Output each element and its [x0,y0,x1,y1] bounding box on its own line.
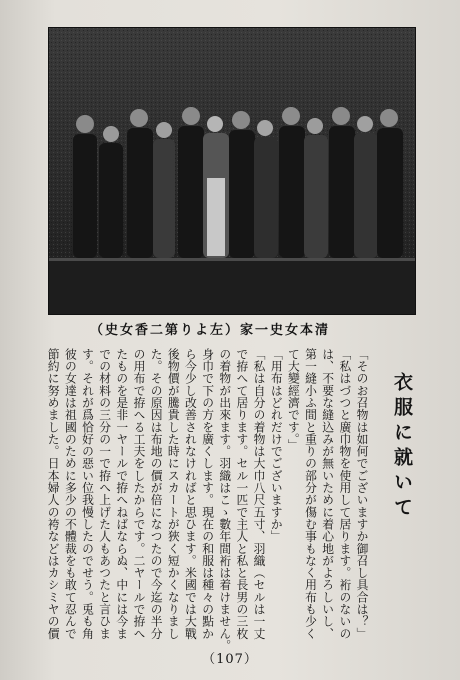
section-heading: 衣服に就いて [391,372,413,522]
body-line: 彼の女達は祖國のために多少の不體裁をも敢て忍んで [63,348,78,640]
body-line: す。それが爲恰好の惡い位我慢したのでせう。兎も角 [80,348,95,640]
body-line: で拵へて居ります。セル一匹で主人と私と長男の三枚 [234,348,249,640]
body-line: た。その原因は布地の價が倍になつたので今迄の半分 [149,348,164,640]
body-line: は、不要な縫込みが無いために着心地がよろしいし、 [320,348,335,640]
caption-left: （史女香二第りよ左）家一史女本清 [90,322,331,338]
body-line: 身巾で下の方を廣くします。現在の和服は種々の點か [200,348,215,640]
body-line: 「用布はどれだけでございますか」 [269,348,284,543]
body-line: 「そのお召物は如何でございますか御召し具合は？」 [355,348,369,640]
body-line: ら今少し改善されなければと思ひます。米國では大戰 [183,348,198,640]
group-photograph [48,27,416,315]
photograph-image [49,28,415,314]
body-line: て大變經濟です。」 [286,348,301,452]
body-line: 「私は自分の着物は大巾八尺五寸、羽織（セルは一丈 [252,348,267,640]
body-line: の用布で拵へる工夫をしたからです。二ヤールで拵へ [131,348,146,640]
body-line: 「私はづつと廣巾物を使用して居ります。裄のないの [337,348,352,640]
body-line: での材料の三分の一で拵へ上げた人もあつたと言ひま [97,348,112,640]
body-text [44,348,370,652]
body-line: の着物が出來ます。羽織はこゝ數年間裄は着けません。 [217,348,232,652]
body-line: たものを是非一ヤールで拵へねばならぬ、中には今ま [114,348,129,640]
photo-caption [90,318,420,338]
body-line: 節約に努めました。日本婦人の袴などはカシミヤの價 [46,348,61,640]
body-line: 後物價が騰貴した時にスカートが狹く短かくなりまし [166,348,181,640]
page-number: （107） [202,652,258,667]
body-line: 第一縫小ふ間と重りの部分が傷む事もなく用布も少く [303,348,318,640]
